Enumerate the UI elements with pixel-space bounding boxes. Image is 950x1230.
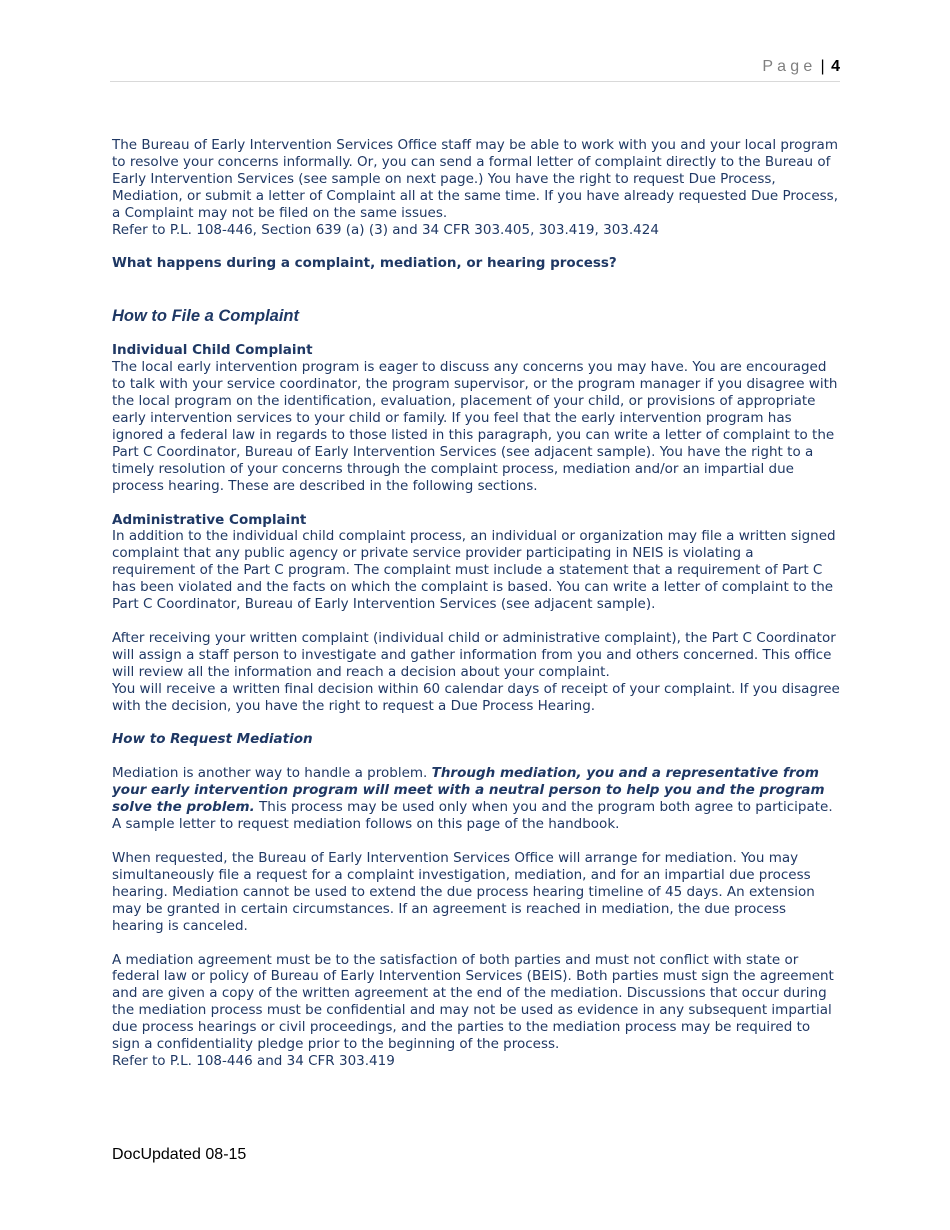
mediation-paragraph-1 — [112, 765, 840, 833]
page-footer: DocUpdated 08-15 — [112, 1146, 247, 1163]
individual-complaint-heading: Individual Child Complaint — [112, 342, 313, 359]
mediation-paragraph-2: When requested, the Bureau of Early Intervention Services Office will arrange for mediation. You may simultaneously file a request for a complaint investigation, mediation, and for an impartial due process hearing. Mediation cannot be used to extend the due process hearing timeline of 45 days. An extension may be granted in certain circumstances. If an agreement is reached in mediation, the due process hearing is canceled. — [112, 850, 815, 934]
header-divider — [110, 81, 840, 82]
page-header — [110, 56, 840, 80]
question-heading: What happens during a complaint, mediation, or hearing process? — [112, 255, 617, 272]
mediation-p1-end: This process may be used only when you and the program both agree to participate. A sample letter to request mediation follows on this page of the handbook. — [112, 799, 833, 833]
mediation-paragraph-3: A mediation agreement must be to the satisfaction of both parties and must not conflict with state or federal law or policy of Bureau of Early Intervention Services (BEIS). Both parties must sign the agreement and are given a copy of the written agreement at the end of the mediation. Discussions that occur during the mediation process must be confidential and may not be used as evidence in any subsequent impartial due process hearings or civil proceedings, and the parties to the mediation process may be required to sign a confidentiality pledge prior to the beginning of the process. — [112, 951, 834, 1053]
administrative-complaint-text: In addition to the individual child complaint process, an individual or organization may file a written signed complaint that any public agency or private service provider participating in NEIS is violating a requirement of the Part C program. The complaint must include a statement that a requirement of Part C has been violated and the facts on which the complaint is based. You can write a letter of complaint to the Part C Coordinator, Bureau of Early Intervention Services (see adjacent sample). — [112, 528, 836, 613]
page-label: Page — [762, 58, 817, 75]
intro-paragraph: The Bureau of Early Intervention Services Office staff may be able to work with you and your local program to resolve your concerns informally. Or, you can send a formal letter of complaint directly to the Bureau of Early Intervention Services (see sample on next page.) You have the right to request Due Process, Mediation, or submit a letter of Complaint all at the same time. If you have already requested Due Process, a Complaint may not be filed on the same issues. — [112, 137, 838, 221]
individual-complaint-text: The local early intervention program is eager to discuss any concerns you may have. You are encouraged to talk with your service coordinator, the program supervisor, or the program manager if you disagree with the local program on the identification, evaluation, placement of your child, or provisions of appropriate early intervention services to your child or family. If you feel that the early intervention program has ignored a federal law in regards to those listed in this paragraph, you can write a letter of complaint to the Part C Coordinator, Bureau of Early Intervention Services (see adjacent sample). You have the right to a timely resolution of your concerns through the complaint process, mediation and/or an impartial due process hearing. These are described in the following sections. — [112, 359, 838, 494]
intro-reference: Refer to P.L. 108-446, Section 639 (a) (3) and 34 CFR 303.405, 303.419, 303.424 — [112, 221, 659, 238]
document-body — [112, 137, 840, 1070]
mediation-section-title: How to Request Mediation — [112, 731, 313, 748]
mediation-p1-start: Mediation is another way to handle a problem. — [112, 765, 432, 782]
administrative-complaint-heading: Administrative Complaint — [112, 511, 307, 528]
complaint-section-title: How to File a Complaint — [112, 307, 300, 326]
page-number: 4 — [831, 58, 840, 75]
after-receiving-paragraph: After receiving your written complaint (individual child or administrative complaint), the Part C Coordinator will assign a staff person to investigate and gather information from you and others concerned. This office will review all the information and reach a decision about your complaint. — [112, 629, 836, 680]
final-decision-paragraph: You will receive a written final decision within 60 calendar days of receipt of your complaint. If you disagree with the decision, you have the right to request a Due Process Hearing. — [112, 680, 840, 714]
mediation-reference: Refer to P.L. 108-446 and 34 CFR 303.419 — [112, 1052, 395, 1069]
page-separator: | — [820, 58, 825, 75]
mediation-p1-emphasis: Through mediation, you and a representative from your early intervention program will meet with a neutral person to help you and the program solve the problem. — [112, 765, 825, 816]
